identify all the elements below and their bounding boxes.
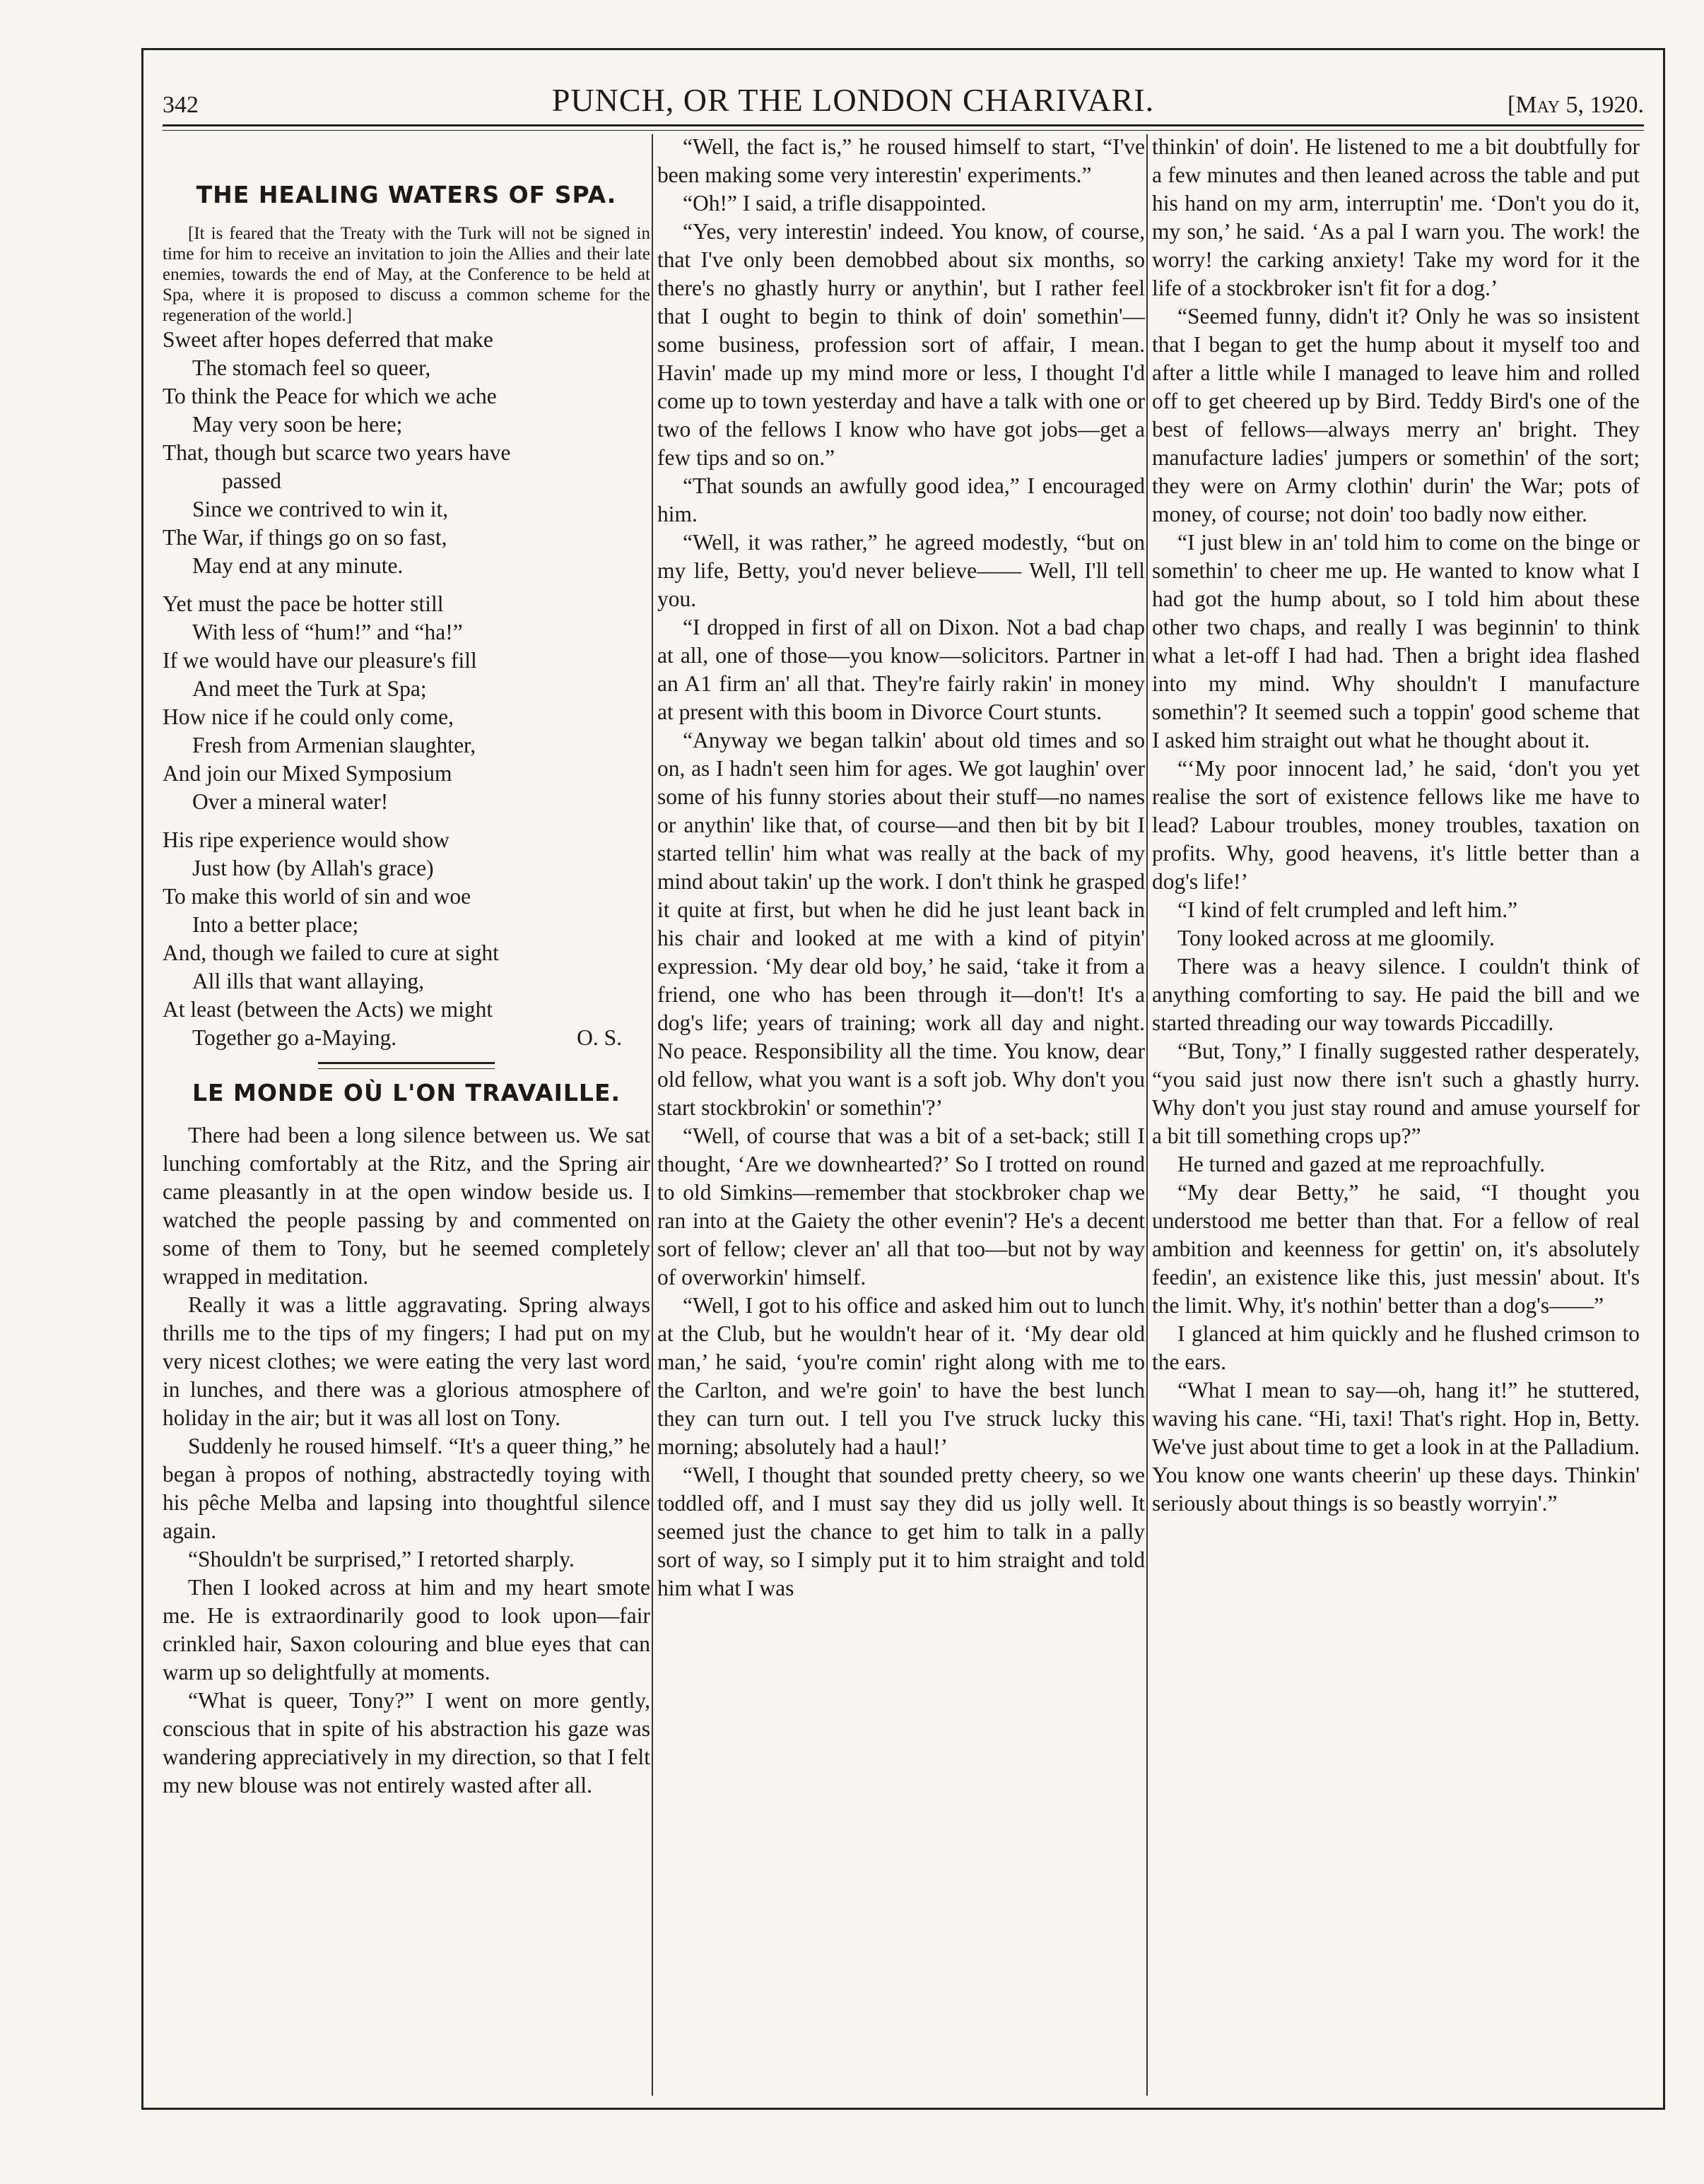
article-paragraph: “My dear Betty,” he said, “I thought you understood me better than that. For a fellow of real ambition and keenness for gettin' on, it's absolutely feedin', an existence like this, just messin' about. It's the limit. Why, it's nothin' better than a dog's——” xyxy=(1152,1180,1640,1318)
column-1 xyxy=(163,133,650,2083)
poem-line: May end at any minute. xyxy=(192,553,404,578)
poem-line: His ripe experience would show xyxy=(163,827,449,852)
poem-line: To make this world of sin and woe xyxy=(163,884,471,909)
section-divider xyxy=(318,1062,495,1064)
column-rule-1 xyxy=(652,134,653,2096)
poem-line: And join our Mixed Symposium xyxy=(163,761,452,786)
poem-line xyxy=(163,1024,650,1052)
column-3 xyxy=(1152,133,1640,2083)
poem-line: And, though we failed to cure at sight xyxy=(163,940,499,965)
article-paragraph: “Oh!” I said, a trifle disappointed. xyxy=(683,191,987,216)
page-border-right xyxy=(1663,48,1665,2110)
article-paragraph: Then I looked across at him and my heart smote me. He is extraordinarily good to look upon—fair crinkled hair, Saxon colouring and blue eyes that can warm up so delightfully at moments. xyxy=(163,1575,650,1684)
article-paragraph: I glanced at him quickly and he flushed crimson to the ears. xyxy=(1152,1321,1640,1374)
page-header xyxy=(163,61,1644,119)
poem-line: If we would have our pleasure's fill xyxy=(163,648,477,673)
article-paragraph: “Well, it was rather,” he agreed modestly, “but on my life, Betty, you'd never believe—— Well, I'll tell you. xyxy=(657,530,1145,611)
date-rest: 5, 1920. xyxy=(1560,92,1644,118)
article-paragraph: “I dropped in first of all on Dixon. Not a bad chap at all, one of those—you know—solicitors. Partner in an A1 firm an' all that. They're fairly rakin' in money at present with this boom in Divorce Court stunts. xyxy=(657,615,1145,724)
poem-line: Just how (by Allah's grace) xyxy=(192,856,434,880)
article-paragraph: “Well, I got to his office and asked him out to lunch at the Club, but he wouldn't hear of it. ‘My dear old man,’ he said, ‘you're comin' right along with me to the Carlton, and we're goin' to have the best lunch they can turn out. I tell you I've struck lucky this morning; absolutely had a haul!’ xyxy=(657,1293,1145,1459)
article-paragraph: There was a heavy silence. I couldn't think of anything comforting to say. He paid the bill and we started threading our way towards Piccadilly. xyxy=(1152,954,1640,1035)
poem-line: Since we contrived to win it, xyxy=(192,497,449,521)
poem-title: THE HEALING WATERS OF SPA. xyxy=(196,181,617,208)
page-border-left xyxy=(141,48,143,2110)
poem-stanza xyxy=(163,590,650,816)
article-paragraph: thinkin' of doin'. He listened to me a bit doubtfully for a few minutes and then leaned across the table and put his hand on my arm, interruptin' me. ‘Don't you do it, my son,’ he said. ‘As a pal I warn you. The work! the worry! the carking anxiety! Take my word for it the life of a stockbroker isn't fit for a dog.’ xyxy=(1152,134,1640,300)
poem-line: May very soon be here; xyxy=(192,412,403,437)
article-paragraph: “Well, I thought that sounded pretty cheery, so we toddled off, and I must say they did us jolly well. It seemed just the chance to get him to talk in a pally sort of way, so I simply put it to him straight and told him what I was xyxy=(657,1463,1145,1600)
poem-line: Into a better place; xyxy=(192,912,359,937)
section-divider-thin xyxy=(318,1068,495,1069)
poem-line: passed xyxy=(222,468,281,493)
article-paragraph: “Well, the fact is,” he roused himself to start, “I've been making some very interestin' experiments.” xyxy=(657,134,1145,187)
article-paragraph: “Yes, very interestin' indeed. You know, of course, that I've only been demobbed about six months, so there's no ghastly hurry or anythin', but I rather feel that I ought to begin to think of doin' somethin'—some business, profession sort of affair, I mean. Havin' made up my mind more or less, I thought I'd come up to town yesterday and have a talk with one or two of the fellows I know who have got jobs—get a few tips and so on.” xyxy=(657,219,1145,470)
poem-line: All ills that want allaying, xyxy=(192,969,425,993)
column-2 xyxy=(657,133,1145,2083)
page-border-bottom xyxy=(141,2108,1665,2110)
article-column-2-body xyxy=(657,133,1145,1602)
poem-line: The War, if things go on so fast, xyxy=(163,525,447,550)
poem-line: How nice if he could only come, xyxy=(163,704,454,729)
newspaper-page xyxy=(141,48,1665,2110)
article-paragraph: “‘My poor innocent lad,’ he said, ‘don't you yet realise the sort of existence fellows like me have to lead? Labour troubles, money troubles, taxation on profits. Why, good heavens, it's little better than a dog's life!’ xyxy=(1152,756,1640,894)
column-rule-2 xyxy=(1146,134,1148,2096)
poem-line-text: Together go a-Maying. xyxy=(192,1025,397,1050)
article-column-1-body xyxy=(163,1121,650,1800)
article-paragraph: Tony looked across at me gloomily. xyxy=(1177,926,1495,950)
article-paragraph: “Anyway we began talkin' about old times and so on, as I hadn't seen him for ages. We got laughin' over some of his funny stories about their stuff—no names or anythin' like that, of course—and then bit by bit I started tellin' him what was really at the back of my mind about takin' up the work. I don't think he grasped it quite at first, but when he did he just leant back in his chair and looked at me with a kind of pityin' expression. ‘My dear old boy,’ he said, ‘take it from a friend, one who has been through it—don't! It's a dog's life; years of training; work all day and night. No peace. Responsibility all the time. You know, dear old fellow, what you want is a soft job. Why don't you start stockbrokin' or somethin'?’ xyxy=(657,728,1145,1120)
date-bracket: [ xyxy=(1507,92,1516,118)
article-paragraph: “That sounds an awfully good idea,” I encouraged him. xyxy=(657,473,1145,526)
header-rule-thin xyxy=(163,130,1644,131)
article-paragraph: He turned and gazed at me reproachfully. xyxy=(1177,1152,1546,1176)
article-paragraph: “What is queer, Tony?” I went on more gently, conscious that in spite of his abstraction his gaze was wandering appreciatively in my direction, so that I felt my new blouse was not entirely wasted after all. xyxy=(163,1688,650,1798)
article-paragraph: “Well, of course that was a bit of a set-back; still I thought, ‘Are we downhearted?’ So I trotted on round to old Simkins—remember that stockbroker chap we ran into at the Gaiety the other evenin'? He's a decent sort of fellow; clever an' all that too—but not by way of overworkin' himself. xyxy=(657,1123,1145,1289)
poem-editorial-note: [It is feared that the Treaty with the Turk will not be signed in time for him to receive an invitation to join the Allies and their late enemies, towards the end of May, at the Conference to be held at Spa, where it is proposed to discuss a common scheme for the regeneration of the world.] xyxy=(163,224,650,325)
poem-line: And meet the Turk at Spa; xyxy=(192,676,427,701)
article-paragraph: “Shouldn't be surprised,” I retorted sharply. xyxy=(188,1547,575,1571)
article-paragraph: There had been a long silence between us. We sat lunching comfortably at the Ritz, and the Spring air came pleasantly in at the open window beside us. I watched the people passing by and commented on some of them to Tony, but he seemed completely wrapped in meditation. xyxy=(163,1123,650,1289)
article-paragraph: Suddenly he roused himself. “It's a queer thing,” he began à propos of nothing, abstractedly toying with his pêche Melba and lapsing into thoughtful silence again. xyxy=(163,1434,650,1543)
issue-date xyxy=(1508,92,1644,119)
page-number: 342 xyxy=(163,92,199,118)
article-paragraph: Really it was a little aggravating. Spring always thrills me to the tips of my fingers; I had put on my very nicest clothes; we were eating the very last word in lunches, and there was a glorious atmosphere of holiday in the air; but it was all lost on Tony. xyxy=(163,1292,650,1430)
poem-line: That, though but scarce two years have xyxy=(163,440,511,465)
article-paragraph: “I kind of felt crumpled and left him.” xyxy=(1177,897,1518,922)
article-paragraph: “But, Tony,” I finally suggested rather desperately, “you said just now there isn't such a ghastly hurry. Why don't you just stay round and amuse yourself for a bit till something crops up?” xyxy=(1152,1039,1640,1148)
poem-line: With less of “hum!” and “ha!” xyxy=(192,620,463,644)
poem-line: Over a mineral water! xyxy=(192,789,389,814)
poem-line: To think the Peace for which we ache xyxy=(163,384,497,408)
poem-signature: O. S. xyxy=(577,1025,622,1050)
page-border-top xyxy=(141,48,1665,50)
date-month: May xyxy=(1515,92,1560,118)
poem-line: Sweet after hopes deferred that make xyxy=(163,327,493,352)
article-title: LE MONDE OÙ L'ON TRAVAILLE. xyxy=(192,1079,621,1106)
article-paragraph: “I just blew in an' told him to come on the binge or somethin' to cheer me up. He wanted to know what I had got the hump about, so I told him about these other two chaps, and really I was beginnin' to think what a let-off I had had. Then a bright idea flashed into my mind. Why shouldn't I manufacture somethin'? It seemed such a toppin' good scheme that I asked him straight out what he thought about it. xyxy=(1152,530,1640,752)
article-paragraph: “What I mean to say—oh, hang it!” he stuttered, waving his cane. “Hi, taxi! That's right. Hop in, Betty. We've just about time to get a look in at the Palladium. You know one wants cheerin' up these days. Thinkin' seriously about things is so beastly worryin'.” xyxy=(1152,1378,1640,1516)
poem-line: The stomach feel so queer, xyxy=(192,355,431,380)
poem-line: Yet must the pace be hotter still xyxy=(163,591,444,616)
poem-stanza xyxy=(163,826,650,1052)
poem-line: Fresh from Armenian slaughter, xyxy=(192,733,476,757)
article-paragraph: “Seemed funny, didn't it? Only he was so insistent that I began to get the hump about it myself too and after a little while I managed to leave him and rolled off to get cheered up by Bird. Teddy Bird's one of the best of fellows—always merry an' bright. They manufacture ladies' jumpers or somethin' of the sort; they were on Army clothin' durin' the War; pots of money, of course; not doin' too badly now either. xyxy=(1152,304,1640,526)
poem-body xyxy=(163,326,650,1052)
poem-line: At least (between the Acts) we might xyxy=(163,997,493,1022)
masthead-title: PUNCH, OR THE LONDON CHARIVARI. xyxy=(551,82,1155,118)
poem-stanza xyxy=(163,326,650,580)
article-column-3-body xyxy=(1152,133,1640,1518)
header-rule-thick xyxy=(163,124,1644,126)
